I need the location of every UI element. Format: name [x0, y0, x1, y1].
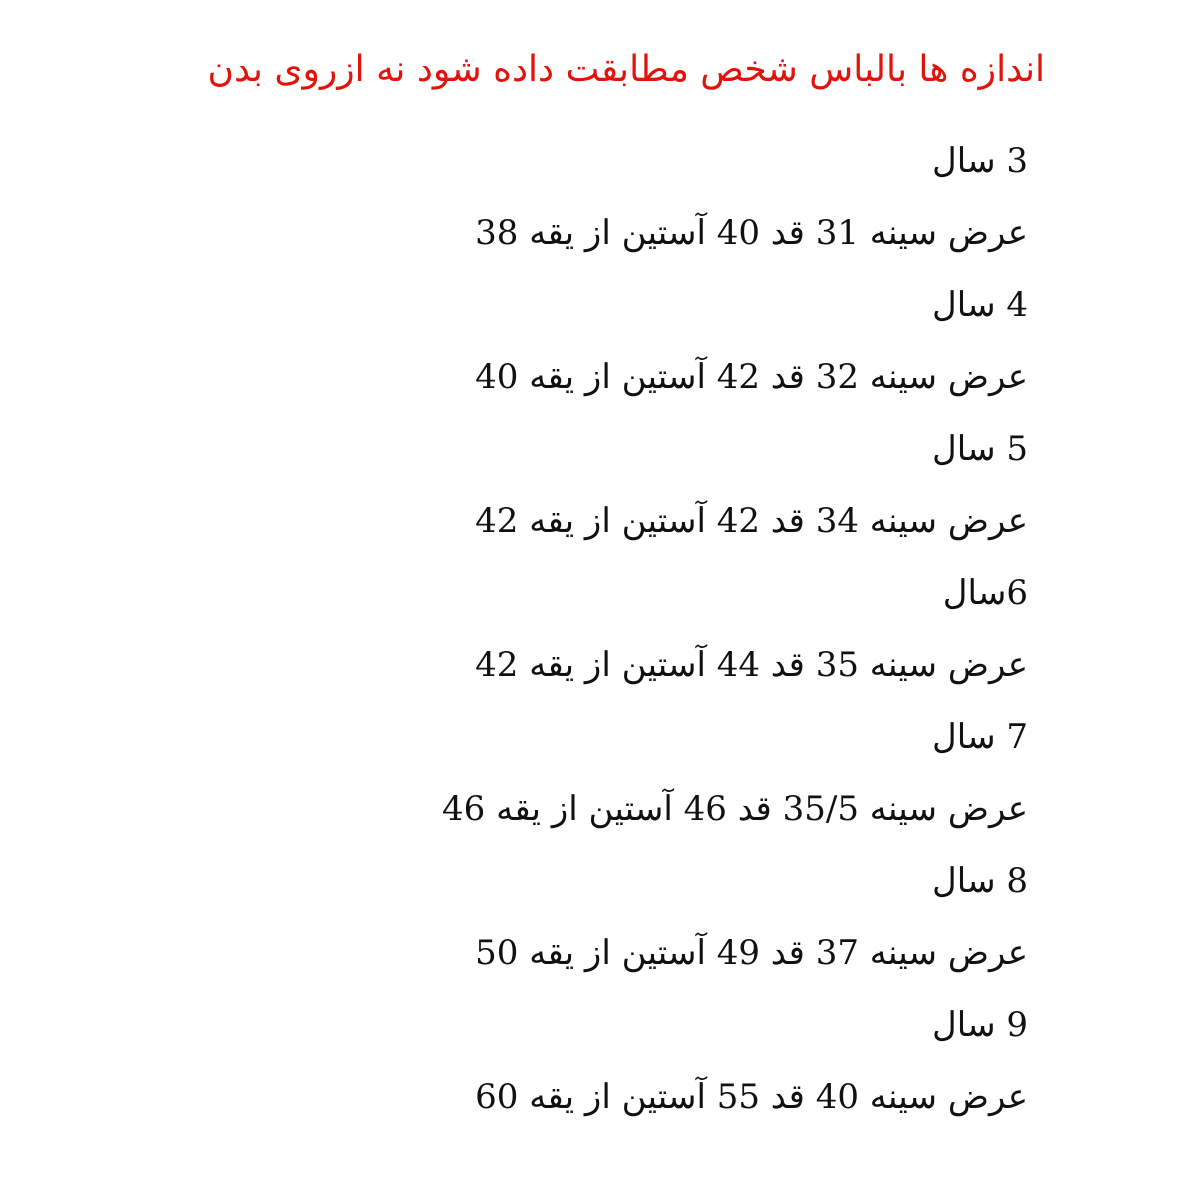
age-label: 6سال [942, 573, 1028, 613]
age-label: 7 سال [932, 717, 1028, 757]
size-list [442, 125, 1028, 1133]
size-entry [442, 989, 1028, 1133]
notice-heading: اندازه ها بالباس شخص مطابقت داده شود نه ازروی بدن [207, 49, 1045, 90]
size-entry [442, 125, 1028, 269]
measurements-text: عرض سینه 35/5 قد 46 آستین از یقه 46 [442, 789, 1028, 829]
age-label: 5 سال [932, 429, 1028, 469]
measurements-text: عرض سینه 35 قد 44 آستین از یقه 42 [475, 645, 1028, 685]
size-entry [442, 413, 1028, 557]
age-label: 4 سال [932, 285, 1028, 325]
measurements-text: عرض سینه 31 قد 40 آستین از یقه 38 [475, 213, 1028, 253]
size-entry [442, 701, 1028, 845]
measurements-text: عرض سینه 37 قد 49 آستین از یقه 50 [475, 933, 1028, 973]
measurements-text: عرض سینه 34 قد 42 آستین از یقه 42 [475, 501, 1028, 541]
size-entry [442, 557, 1028, 701]
age-label: 3 سال [932, 141, 1028, 181]
measurements-text: عرض سینه 40 قد 55 آستین از یقه 60 [475, 1077, 1028, 1117]
age-label: 9 سال [932, 1005, 1028, 1045]
measurements-text: عرض سینه 32 قد 42 آستین از یقه 40 [475, 357, 1028, 397]
age-label: 8 سال [932, 861, 1028, 901]
size-entry [442, 845, 1028, 989]
size-entry [442, 269, 1028, 413]
